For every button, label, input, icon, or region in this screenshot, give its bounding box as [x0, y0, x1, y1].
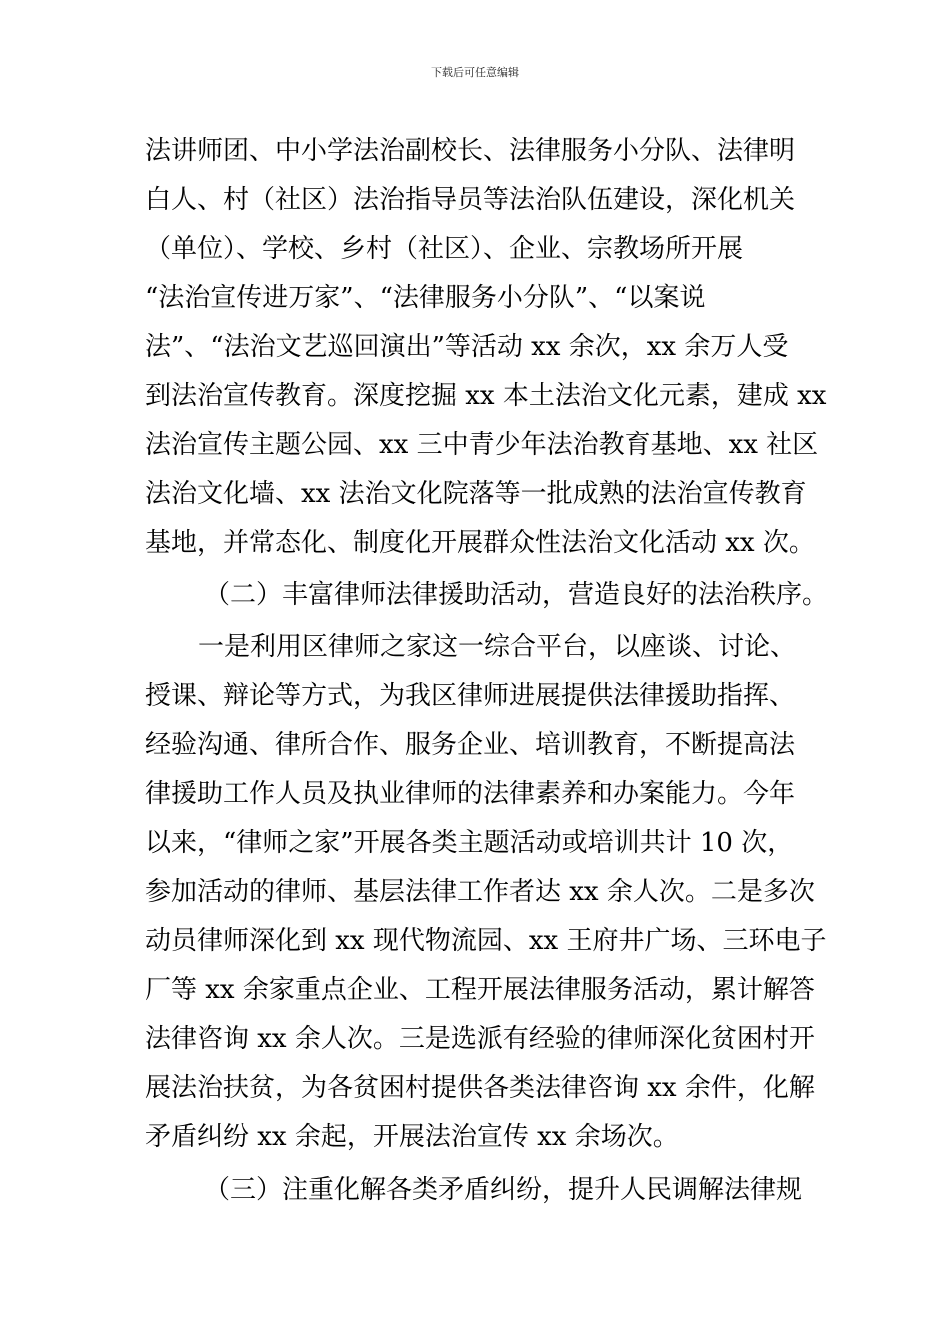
paragraph-line: 律援助工作人员及执业律师的法律素养和办案能力。今年: [145, 779, 796, 809]
paragraph-line: 展法治扶贫，为各贫困村提供各类法律咨询 xx 余件，化解: [145, 1073, 815, 1103]
paragraph-line: 基地，并常态化、制度化开展群众性法治文化活动 xx 次。: [145, 528, 815, 558]
paragraph-line: 厂等 xx 余家重点企业、工程开展法律服务活动，累计解答: [145, 975, 815, 1005]
paragraph-line: 白人、村（社区）法治指导员等法治队伍建设，深化机关: [145, 185, 796, 215]
paragraph-line: （单位）、学校、乡村（社区）、企业、宗教场所开展: [145, 234, 744, 264]
paragraph-line: 经验沟通、律所合作、服务企业、培训教育，不断提高法: [145, 730, 796, 760]
paragraph-line: 矛盾纠纷 xx 余起，开展法治宣传 xx 余场次。: [145, 1122, 679, 1152]
paragraph-line: 法治宣传主题公园、xx 三中青少年法治教育基地、xx 社区: [145, 430, 819, 460]
paragraph-line: 授课、辩论等方式，为我区律师进展提供法律援助指挥、: [145, 681, 796, 711]
paragraph-line: 法治文化墙、xx 法治文化院落等一批成熟的法治宣传教育: [145, 479, 807, 509]
paragraph-line: 法”、“法治文艺巡回演出”等活动 xx 余次，xx 余万人受: [145, 332, 789, 362]
paragraph-line: “法治宣传进万家”、“法律服务小分队”、“以案说: [145, 283, 706, 313]
paragraph-line: 法讲师团、中小学法治副校长、法律服务小分队、法律明: [145, 136, 796, 166]
paragraph-line: 动员律师深化到 xx 现代物流园、xx 王府井广场、三环电子: [145, 926, 827, 956]
paragraph-line: 一是利用区律师之家这一综合平台，以座谈、讨论、: [198, 632, 797, 662]
section-heading: （三）注重化解各类矛盾纠纷，提升人民调解法律规: [204, 1175, 803, 1205]
paragraph-line: 到法治宣传教育。深度挖掘 xx 本土法治文化元素，建成 xx: [145, 381, 827, 411]
paragraph-line: 法律咨询 xx 余人次。三是选派有经验的律师深化贫困村开: [145, 1024, 815, 1054]
paragraph-line: 以来，“律师之家”开展各类主题活动或培训共计 10 次，: [145, 828, 794, 858]
section-heading: （二）丰富律师法律援助活动，营造良好的法治秩序。: [204, 580, 829, 610]
paragraph-line: 参加活动的律师、基层法律工作者达 xx 余人次。二是多次: [145, 877, 815, 907]
page-header-note: 下载后可任意编辑: [431, 66, 519, 79]
